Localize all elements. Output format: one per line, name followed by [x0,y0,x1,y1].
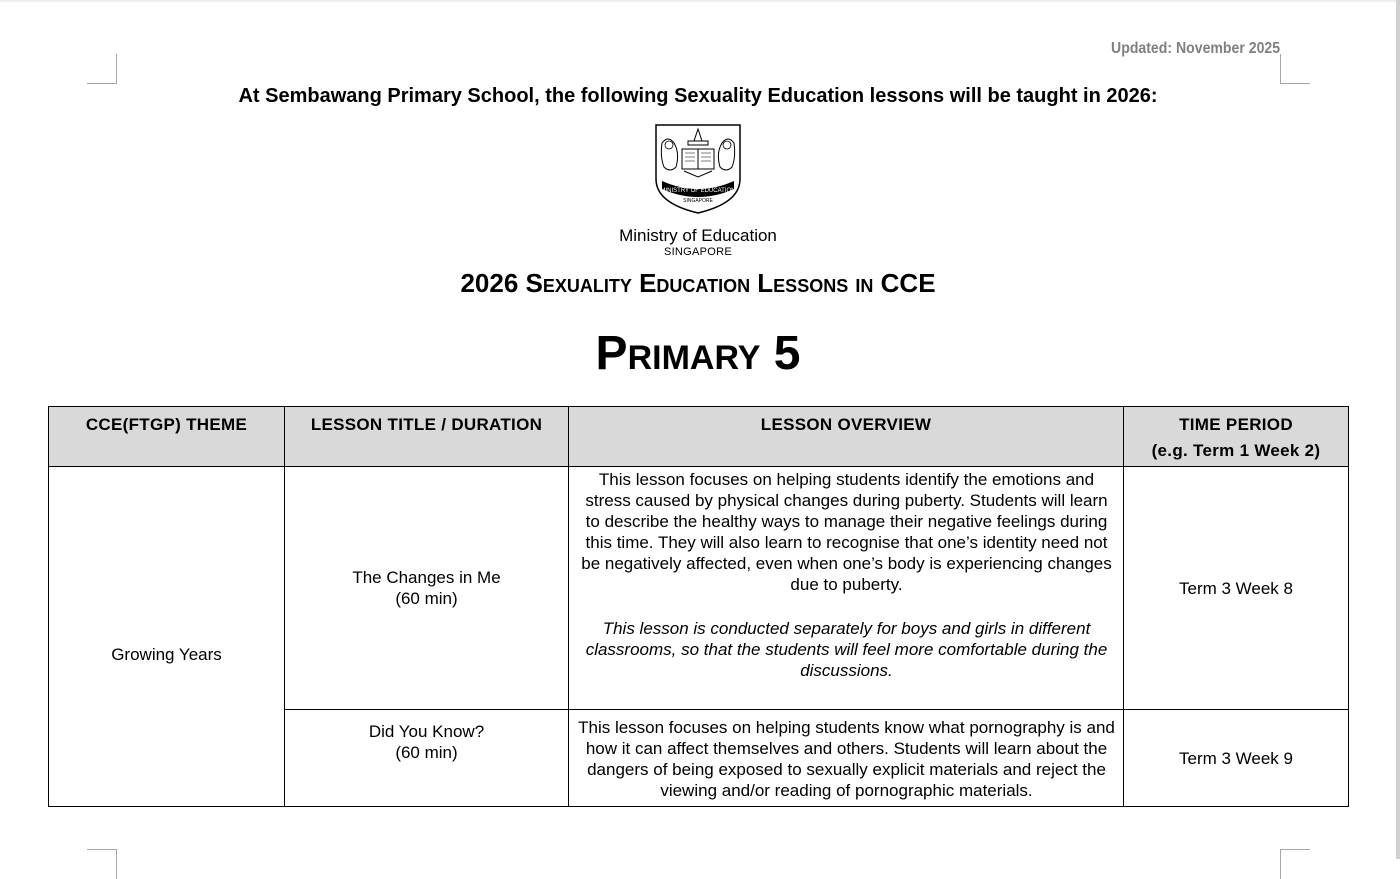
lesson-title-cell [285,467,569,710]
lesson-title-cell [285,710,569,807]
lesson-title: Did You Know? [368,722,485,741]
lesson-duration: (60 min) [395,589,458,608]
moe-crest-icon [654,123,742,215]
intro-heading: At Sembawang Primary School, the following Sexuality Education lessons will be taught in 2026: [238,85,1158,107]
column-header-lesson-title: LESSON TITLE / DURATION [285,407,569,467]
crop-mark-bottom-left [87,849,117,879]
lesson-overview-cell [569,467,1124,710]
crest-ribbon-text: MINISTRY OF EDUCATION [660,188,736,194]
lesson-title: The Changes in Me [352,568,501,587]
grade-heading: Primary 5 [595,327,801,380]
lesson-overview-text: This lesson focuses on helping students identify the emotions and stress caused by physical changes during puberty. Students will learn to describe the healthy ways to manage their negative feelings during this time. They will also learn to recognise that one’s identity need not be negatively affected, even when one’s body is experiencing changes due to puberty. [581,470,1112,594]
lesson-overview-note: This lesson is conducted separately for boys and girls in different classrooms, so that the students will feel more comfortable during the discussions. [585,619,1108,680]
org-name: Ministry of Education [619,226,777,245]
table-header-row [49,407,1349,467]
time-period-label: TIME PERIOD [1179,415,1293,434]
lesson-overview-text: This lesson focuses on helping students know what pornography is and how it can affect themselves and others. Students will learn about the dangers of being exposed to sexually explicit materials and reject the viewing and/or reading of pornographic materials. [578,717,1115,800]
page-top-shadow [0,0,1400,3]
lessons-table [48,406,1349,807]
time-period-value: Term 3 Week 8 [1178,578,1293,598]
column-header-time-period [1124,407,1349,467]
column-header-overview: LESSON OVERVIEW [569,407,1124,467]
column-header-theme: CCE(FTGP) THEME [49,407,285,467]
lesson-duration: (60 min) [395,743,458,762]
scrollbar[interactable] [1396,0,1400,859]
updated-date: Updated: November 2025 [1110,40,1280,57]
table-row [49,467,1349,710]
document-title: 2026 Sexuality Education Lessons in CCE [460,268,936,298]
theme-label: Growing Years [111,645,222,664]
time-period-cell [1124,467,1349,710]
crop-mark-top-left [87,54,117,84]
org-country: SINGAPORE [663,246,733,258]
theme-cell [49,467,285,807]
time-period-cell [1124,710,1349,807]
crop-mark-bottom-right [1280,849,1310,879]
lesson-overview-cell [569,710,1124,807]
crest-ribbon-sub: SINGAPORE [683,198,713,204]
crop-mark-top-right [1280,54,1310,84]
time-period-value: Term 3 Week 9 [1178,748,1293,768]
time-period-sublabel: (e.g. Term 1 Week 2) [1151,441,1321,460]
